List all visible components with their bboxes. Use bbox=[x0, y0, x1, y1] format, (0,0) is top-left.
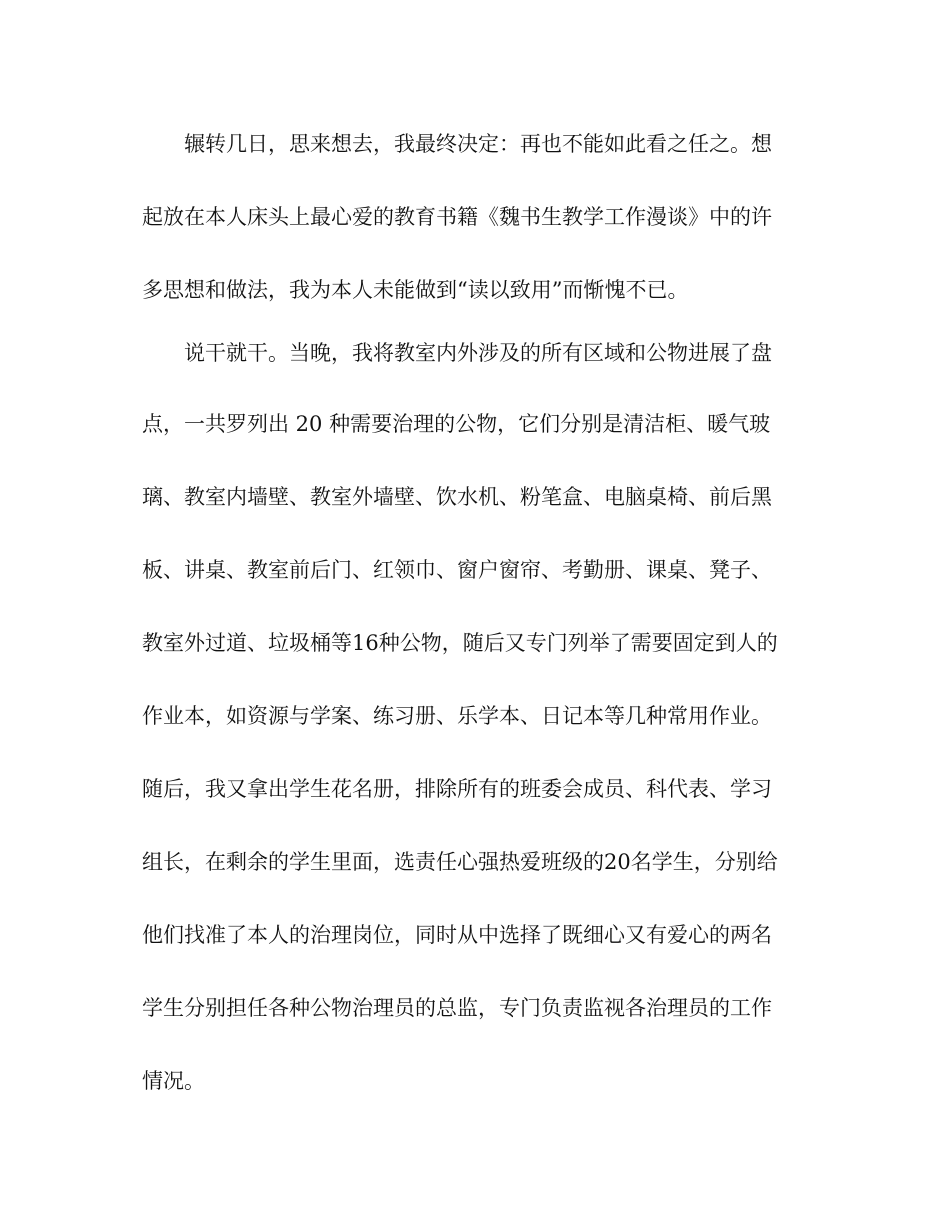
text-line: 教室外过道、垃圾桶等16种公物，随后又专门列举了需要固定到人的 bbox=[142, 631, 778, 655]
text-line: 他们找准了本人的治理岗位，同时从中选择了既细心又有爱心的两名 bbox=[142, 923, 772, 947]
text-line: 情况。 bbox=[142, 1069, 205, 1093]
text-line: 起放在本人床头上最心爱的教育书籍《魏书生教学工作漫谈》中的许 bbox=[142, 205, 772, 229]
text-line: 板、讲桌、教室前后门、红领巾、窗户窗帘、考勤册、课桌、凳子、 bbox=[142, 558, 772, 582]
text-line: 学生分别担任各种公物治理员的总监，专门负责监视各治理员的工作 bbox=[142, 996, 772, 1020]
text-line: 作业本，如资源与学案、练习册、乐学本、日记本等几种常用作业。 bbox=[142, 704, 772, 728]
text-line: 随后，我又拿出学生花名册，排除所有的班委会成员、科代表、学习 bbox=[142, 777, 772, 801]
text-line: 组长，在剩余的学生里面，选责任心强热爱班级的20名学生，分别给 bbox=[142, 850, 778, 874]
text-line: 辗转几日，思来想去，我最终决定：再也不能如此看之任之。想 bbox=[184, 132, 772, 156]
text-line: 点，一共罗列出 20 种需要治理的公物，它们分别是清洁柜、暖气玻 bbox=[142, 412, 771, 436]
text-line: 多思想和做法，我为本人未能做到“读以致用”而惭愧不已。 bbox=[142, 278, 689, 302]
text-line: 璃、教室内墙壁、教室外墙壁、饮水机、粉笔盒、电脑桌椅、前后黑 bbox=[142, 485, 772, 509]
text-line: 说干就干。当晚，我将教室内外涉及的所有区域和公物进展了盘 bbox=[184, 341, 772, 365]
